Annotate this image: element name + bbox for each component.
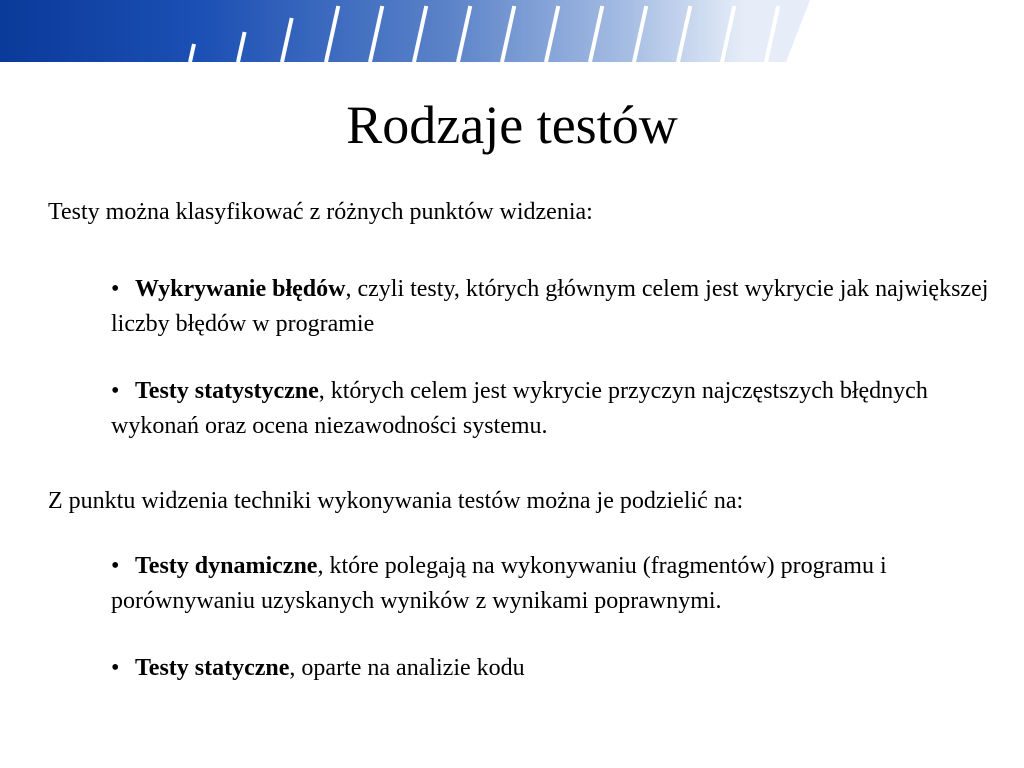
section1-intro: Testy można klasyfikować z różnych punktów widzenia: [48, 199, 593, 225]
bullet-term: Testy statyczne [135, 655, 290, 681]
bullet-text: , których celem jest wykrycie przyczyn najczęstszych błędnych wykonań oraz ocena niezawodności systemu. [111, 378, 928, 439]
bullet-item-testy-dynamiczne [111, 549, 991, 619]
bullet-item-testy-statystyczne [111, 374, 991, 444]
bullet-term: Testy statystyczne [135, 378, 319, 404]
bullet-term: Wykrywanie błędów [135, 276, 346, 302]
bullet-icon: • [111, 378, 120, 404]
page-title: Rodzaje testów [346, 95, 678, 155]
bullet-text: , oparte na analizie kodu [289, 655, 525, 681]
section2-intro: Z punktu widzenia techniki wykonywania testów można je podzielić na: [48, 488, 744, 514]
bullet-item-wykrywanie-bledow [111, 272, 991, 342]
bullet-icon: • [111, 276, 120, 302]
header-banner [0, 0, 1024, 62]
bullet-icon: • [111, 655, 120, 681]
bullet-term: Testy dynamiczne [135, 553, 318, 579]
bullet-text: , które polegają na wykonywaniu (fragmentów) programu i porównywaniu uzyskanych wyników z wynikami poprawnymi. [111, 553, 887, 614]
bullet-item-testy-statyczne [111, 651, 991, 686]
bullet-icon: • [111, 553, 120, 579]
bullet-text: , czyli testy, których głównym celem jest wykrycie jak największej liczby błędów w programie [111, 276, 989, 337]
